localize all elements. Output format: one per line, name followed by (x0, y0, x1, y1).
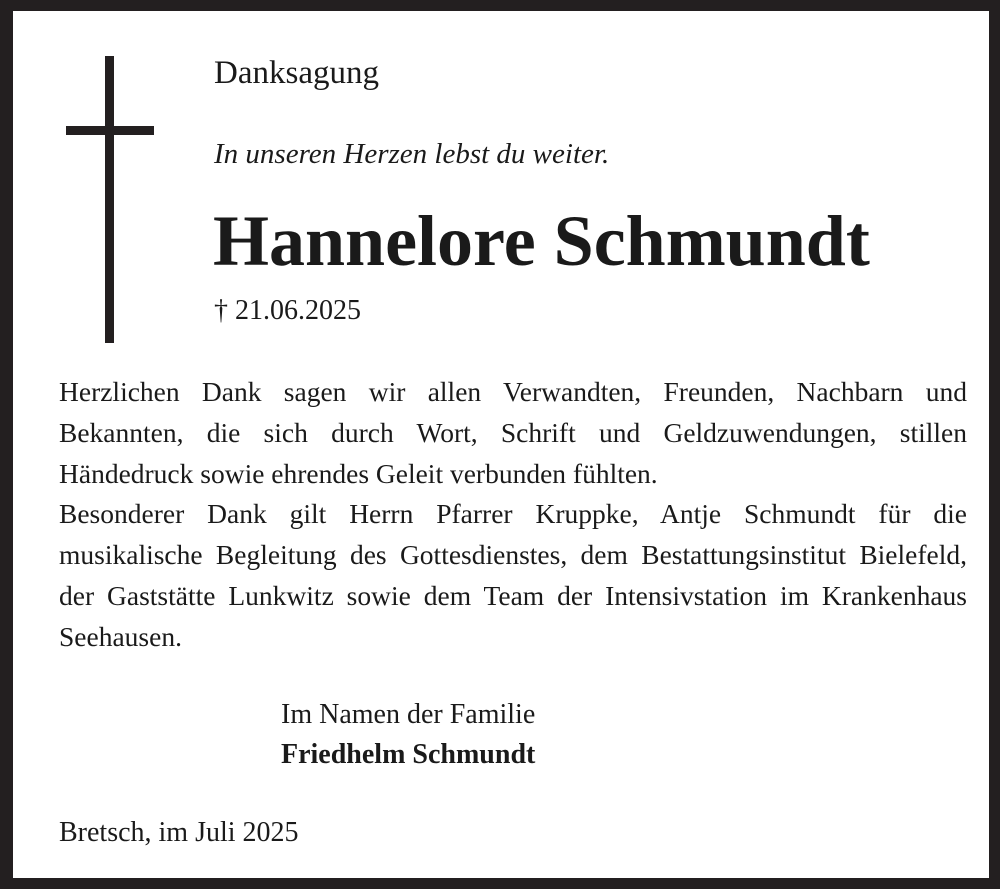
notice-heading: Danksagung (214, 55, 379, 91)
cross-horizontal-bar (66, 126, 154, 135)
place-date: Bretsch, im Juli 2025 (59, 817, 299, 848)
cross-icon (66, 56, 154, 343)
motto-line: In unseren Herzen lebst du weiter. (214, 138, 610, 170)
signature-block (281, 695, 535, 775)
deceased-name: Hannelore Schmundt (213, 201, 870, 281)
cross-vertical-bar (105, 56, 114, 343)
thanks-text (59, 372, 967, 658)
thanks-paragraph: Besonderer Dank gilt Herrn Pfarrer Kruppke, Antje Schmundt für die musikalische Begleitung des Gottesdienstes, dem Bestattungsinstitut Bielefeld, der Gaststätte Lunkwitz sowie dem Team der Intensivstation im Krankenhaus Seehausen. (59, 498, 967, 652)
thanks-paragraph: Herzlichen Dank sagen wir allen Verwandten, Freunden, Nachbarn und Bekannten, die sich durch Wort, Schrift und Geldzuwendungen, stillen Händedruck sowie ehrendes Geleit verbunden fühlten. (59, 376, 967, 489)
death-date: † 21.06.2025 (214, 295, 361, 326)
signature-intro: Im Namen der Familie (281, 699, 536, 730)
signer-name: Friedhelm Schmundt (281, 739, 536, 770)
